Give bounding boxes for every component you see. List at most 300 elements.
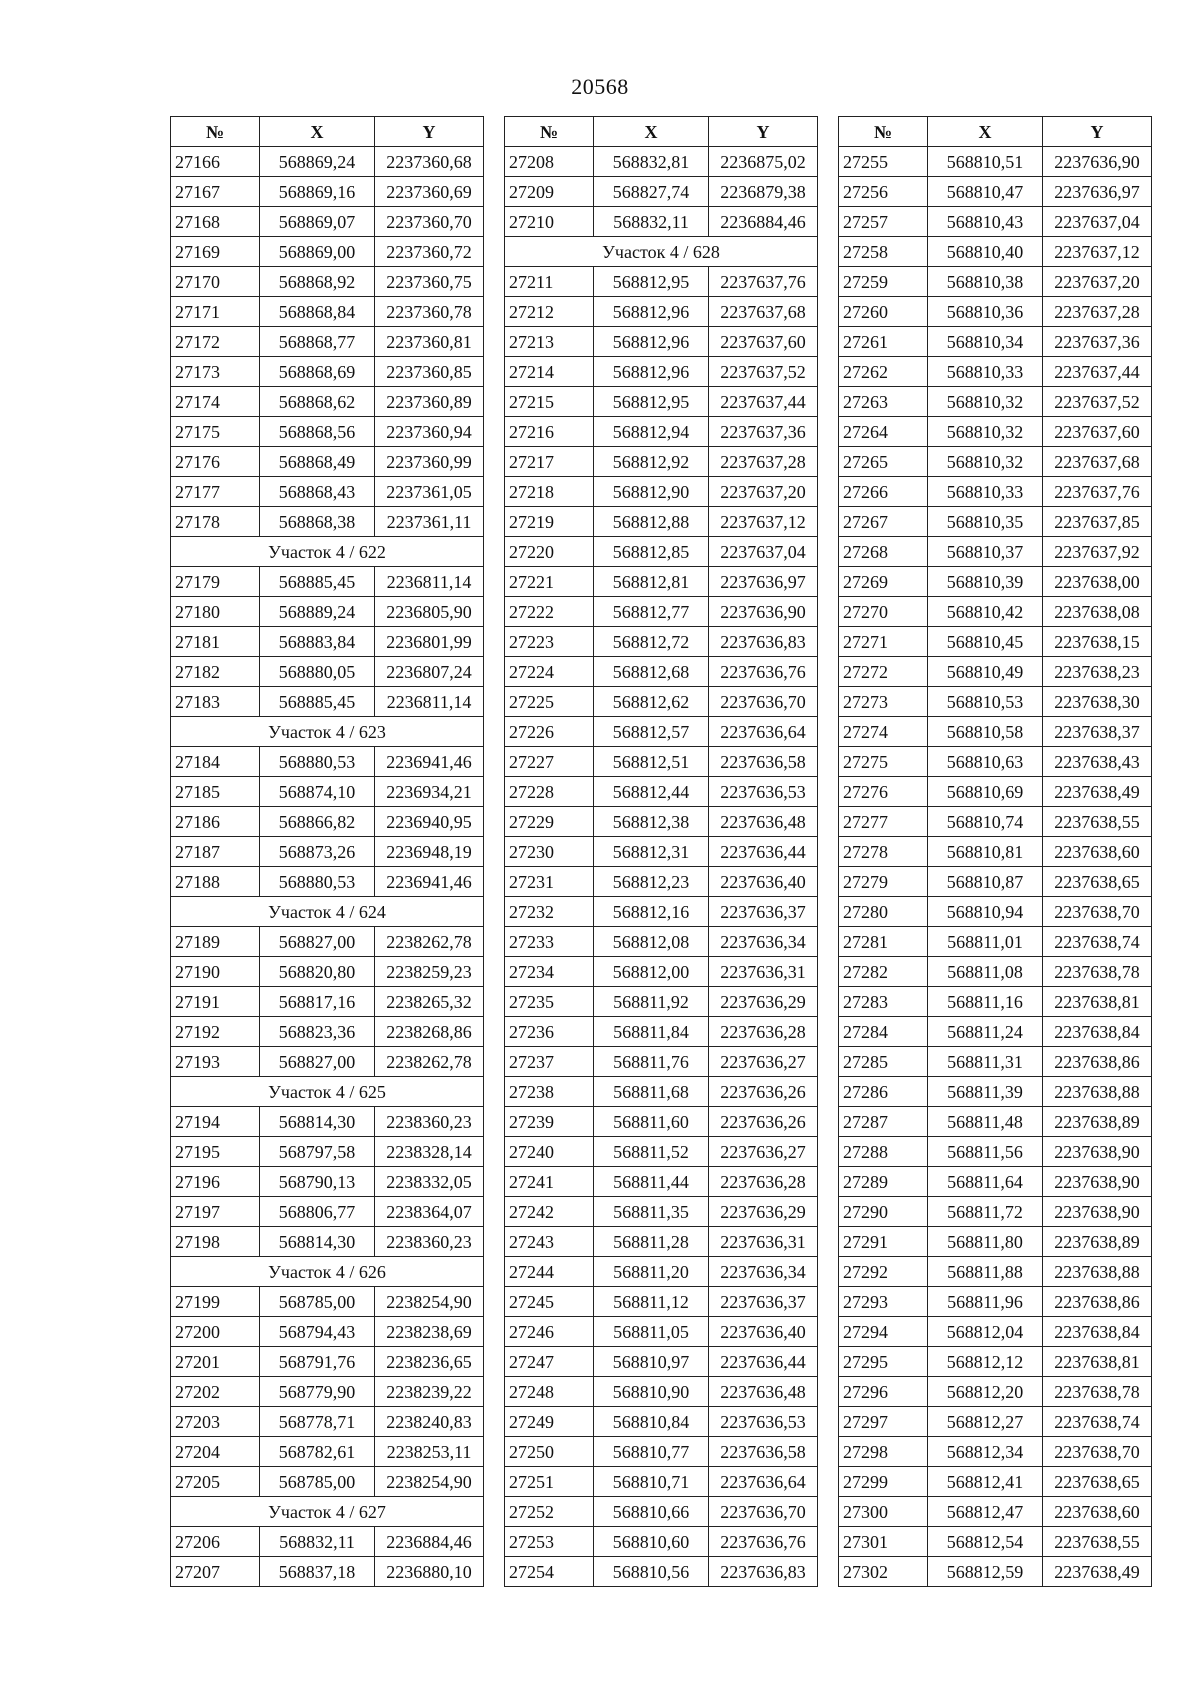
point-number-cell: 27277 [839, 807, 928, 837]
table-row [839, 1557, 1152, 1587]
x-coordinate-cell: 568797,58 [260, 1137, 375, 1167]
table-row [505, 897, 818, 927]
section-row [171, 717, 484, 747]
y-coordinate-cell: 2237638,90 [1043, 1167, 1152, 1197]
section-title: Участок 4 / 623 [171, 717, 484, 747]
point-number-cell: 27254 [505, 1557, 594, 1587]
y-coordinate-cell: 2237636,64 [709, 1467, 818, 1497]
x-coordinate-cell: 568811,28 [594, 1227, 709, 1257]
point-number-cell: 27173 [171, 357, 260, 387]
table-row [505, 1527, 818, 1557]
point-number-cell: 27180 [171, 597, 260, 627]
x-coordinate-cell: 568810,38 [928, 267, 1043, 297]
point-number-cell: 27262 [839, 357, 928, 387]
point-number-cell: 27188 [171, 867, 260, 897]
table-row [839, 687, 1152, 717]
y-coordinate-cell: 2237360,68 [375, 147, 484, 177]
page-number: 20568 [571, 74, 629, 99]
y-coordinate-cell: 2236811,14 [375, 567, 484, 597]
point-number-cell: 27294 [839, 1317, 928, 1347]
table-row [505, 837, 818, 867]
y-coordinate-cell: 2237636,90 [709, 597, 818, 627]
x-coordinate-cell: 568868,92 [260, 267, 375, 297]
point-number-cell: 27299 [839, 1467, 928, 1497]
point-number-cell: 27236 [505, 1017, 594, 1047]
point-number-cell: 27244 [505, 1257, 594, 1287]
y-coordinate-cell: 2237638,74 [1043, 927, 1152, 957]
table-row [839, 897, 1152, 927]
x-coordinate-cell: 568812,68 [594, 657, 709, 687]
table-row [505, 717, 818, 747]
x-coordinate-cell: 568812,85 [594, 537, 709, 567]
x-coordinate-cell: 568812,00 [594, 957, 709, 987]
x-coordinate-cell: 568811,72 [928, 1197, 1043, 1227]
table-row [505, 687, 818, 717]
point-number-cell: 27265 [839, 447, 928, 477]
point-number-cell: 27203 [171, 1407, 260, 1437]
table-row [839, 1077, 1152, 1107]
point-number-cell: 27205 [171, 1467, 260, 1497]
table-row [505, 597, 818, 627]
table-row [505, 267, 818, 297]
y-coordinate-cell: 2238328,14 [375, 1137, 484, 1167]
section-title: Участок 4 / 625 [171, 1077, 484, 1107]
table-row [505, 207, 818, 237]
section-title: Участок 4 / 622 [171, 537, 484, 567]
table-header-row [171, 117, 484, 147]
point-number-cell: 27302 [839, 1557, 928, 1587]
point-number-cell: 27281 [839, 927, 928, 957]
point-number-cell: 27249 [505, 1407, 594, 1437]
x-coordinate-cell: 568812,88 [594, 507, 709, 537]
table-row [171, 927, 484, 957]
point-number-cell: 27229 [505, 807, 594, 837]
x-coordinate-cell: 568873,26 [260, 837, 375, 867]
y-coordinate-cell: 2237638,81 [1043, 987, 1152, 1017]
y-coordinate-cell: 2236948,19 [375, 837, 484, 867]
x-coordinate-cell: 568810,97 [594, 1347, 709, 1377]
point-number-cell: 27185 [171, 777, 260, 807]
coordinate-table-3 [838, 116, 1152, 1587]
x-coordinate-cell: 568811,60 [594, 1107, 709, 1137]
table-row [505, 447, 818, 477]
y-coordinate-cell: 2237636,34 [709, 1257, 818, 1287]
y-coordinate-cell: 2237637,52 [709, 357, 818, 387]
point-number-cell: 27213 [505, 327, 594, 357]
x-coordinate-cell: 568814,30 [260, 1107, 375, 1137]
coordinate-table-1 [170, 116, 484, 1587]
point-number-cell: 27251 [505, 1467, 594, 1497]
y-coordinate-cell: 2238253,11 [375, 1437, 484, 1467]
y-header: Y [375, 117, 484, 147]
x-coordinate-cell: 568811,80 [928, 1227, 1043, 1257]
point-number-cell: 27217 [505, 447, 594, 477]
x-coordinate-cell: 568785,00 [260, 1287, 375, 1317]
y-coordinate-cell: 2237638,89 [1043, 1107, 1152, 1137]
table-row [505, 1407, 818, 1437]
table-row [505, 1107, 818, 1137]
point-number-cell: 27248 [505, 1377, 594, 1407]
point-number-cell: 27290 [839, 1197, 928, 1227]
x-coordinate-cell: 568812,51 [594, 747, 709, 777]
table-row [839, 597, 1152, 627]
y-coordinate-cell: 2238364,07 [375, 1197, 484, 1227]
point-number-cell: 27269 [839, 567, 928, 597]
x-coordinate-cell: 568810,33 [928, 477, 1043, 507]
x-coordinate-cell: 568812,95 [594, 387, 709, 417]
table-row [171, 1467, 484, 1497]
table-row [171, 297, 484, 327]
y-header: Y [1043, 117, 1152, 147]
section-title: Участок 4 / 624 [171, 897, 484, 927]
y-coordinate-cell: 2237636,83 [709, 1557, 818, 1587]
y-coordinate-cell: 2237637,12 [709, 507, 818, 537]
point-number-cell: 27260 [839, 297, 928, 327]
x-coordinate-cell: 568810,35 [928, 507, 1043, 537]
y-coordinate-cell: 2237636,31 [709, 957, 818, 987]
y-coordinate-cell: 2237637,36 [1043, 327, 1152, 357]
y-coordinate-cell: 2238259,23 [375, 957, 484, 987]
table-row [839, 387, 1152, 417]
table-row [171, 387, 484, 417]
table-row [171, 177, 484, 207]
x-coordinate-cell: 568779,90 [260, 1377, 375, 1407]
y-coordinate-cell: 2237638,86 [1043, 1287, 1152, 1317]
y-coordinate-cell: 2237638,65 [1043, 1467, 1152, 1497]
x-coordinate-cell: 568868,38 [260, 507, 375, 537]
y-coordinate-cell: 2237637,44 [709, 387, 818, 417]
x-coordinate-cell: 568812,81 [594, 567, 709, 597]
point-number-cell: 27186 [171, 807, 260, 837]
y-coordinate-cell: 2238268,86 [375, 1017, 484, 1047]
point-number-cell: 27176 [171, 447, 260, 477]
x-coordinate-cell: 568812,96 [594, 297, 709, 327]
point-number-cell: 27253 [505, 1527, 594, 1557]
y-coordinate-cell: 2238262,78 [375, 927, 484, 957]
table-row [839, 1407, 1152, 1437]
y-coordinate-cell: 2237636,40 [709, 867, 818, 897]
table-row [839, 1377, 1152, 1407]
point-number-cell: 27238 [505, 1077, 594, 1107]
point-number-cell: 27214 [505, 357, 594, 387]
point-number-cell: 27267 [839, 507, 928, 537]
table-header-row [505, 117, 818, 147]
point-number-cell: 27272 [839, 657, 928, 687]
table-row [171, 1107, 484, 1137]
table-row [839, 627, 1152, 657]
x-coordinate-cell: 568810,42 [928, 597, 1043, 627]
x-coordinate-cell: 568812,95 [594, 267, 709, 297]
table-row [839, 477, 1152, 507]
table-row [839, 1137, 1152, 1167]
x-coordinate-cell: 568814,30 [260, 1227, 375, 1257]
y-coordinate-cell: 2237360,81 [375, 327, 484, 357]
point-number-cell: 27296 [839, 1377, 928, 1407]
table-row [505, 657, 818, 687]
y-coordinate-cell: 2237637,68 [709, 297, 818, 327]
point-number-cell: 27264 [839, 417, 928, 447]
table-row [171, 747, 484, 777]
x-coordinate-cell: 568832,11 [594, 207, 709, 237]
point-number-cell: 27280 [839, 897, 928, 927]
table-row [839, 327, 1152, 357]
point-number-cell: 27225 [505, 687, 594, 717]
y-coordinate-cell: 2236884,46 [709, 207, 818, 237]
table-row [171, 867, 484, 897]
x-coordinate-cell: 568810,34 [928, 327, 1043, 357]
table-row [505, 627, 818, 657]
y-coordinate-cell: 2237360,70 [375, 207, 484, 237]
x-coordinate-cell: 568811,12 [594, 1287, 709, 1317]
y-coordinate-cell: 2238332,05 [375, 1167, 484, 1197]
x-coordinate-cell: 568806,77 [260, 1197, 375, 1227]
y-coordinate-cell: 2237638,84 [1043, 1017, 1152, 1047]
y-coordinate-cell: 2237636,53 [709, 1407, 818, 1437]
y-coordinate-cell: 2237637,20 [709, 477, 818, 507]
table-row [505, 1557, 818, 1587]
x-coordinate-cell: 568874,10 [260, 777, 375, 807]
point-number-cell: 27202 [171, 1377, 260, 1407]
point-number-cell: 27195 [171, 1137, 260, 1167]
x-coordinate-cell: 568880,53 [260, 747, 375, 777]
section-title: Участок 4 / 627 [171, 1497, 484, 1527]
table-row [505, 1257, 818, 1287]
x-coordinate-cell: 568869,07 [260, 207, 375, 237]
point-number-cell: 27250 [505, 1437, 594, 1467]
y-coordinate-cell: 2237636,70 [709, 687, 818, 717]
point-number-cell: 27181 [171, 627, 260, 657]
point-number-cell: 27258 [839, 237, 928, 267]
point-number-cell: 27191 [171, 987, 260, 1017]
point-number-cell: 27273 [839, 687, 928, 717]
point-number-cell: 27234 [505, 957, 594, 987]
point-number-cell: 27239 [505, 1107, 594, 1137]
y-coordinate-cell: 2237360,72 [375, 237, 484, 267]
y-coordinate-cell: 2236934,21 [375, 777, 484, 807]
table-row [505, 927, 818, 957]
x-coordinate-cell: 568812,04 [928, 1317, 1043, 1347]
x-coordinate-cell: 568811,24 [928, 1017, 1043, 1047]
x-coordinate-cell: 568869,24 [260, 147, 375, 177]
y-coordinate-cell: 2237638,08 [1043, 597, 1152, 627]
x-coordinate-cell: 568868,49 [260, 447, 375, 477]
table-row [839, 777, 1152, 807]
y-coordinate-cell: 2238236,65 [375, 1347, 484, 1377]
x-coordinate-cell: 568810,45 [928, 627, 1043, 657]
x-coordinate-cell: 568791,76 [260, 1347, 375, 1377]
x-coordinate-cell: 568812,44 [594, 777, 709, 807]
y-coordinate-cell: 2237636,44 [709, 1347, 818, 1377]
y-coordinate-cell: 2237636,53 [709, 777, 818, 807]
x-coordinate-cell: 568785,00 [260, 1467, 375, 1497]
table-row [171, 267, 484, 297]
table-row [505, 987, 818, 1017]
table-row [171, 567, 484, 597]
table-row [171, 1167, 484, 1197]
section-row [171, 1077, 484, 1107]
y-coordinate-cell: 2237636,97 [709, 567, 818, 597]
table-row [839, 1047, 1152, 1077]
y-coordinate-cell: 2238238,69 [375, 1317, 484, 1347]
point-number-cell: 27228 [505, 777, 594, 807]
x-coordinate-cell: 568811,44 [594, 1167, 709, 1197]
x-coordinate-cell: 568810,66 [594, 1497, 709, 1527]
y-coordinate-cell: 2237637,04 [1043, 207, 1152, 237]
table-row [839, 1167, 1152, 1197]
y-coordinate-cell: 2237360,89 [375, 387, 484, 417]
point-number-cell: 27209 [505, 177, 594, 207]
x-coordinate-cell: 568883,84 [260, 627, 375, 657]
point-number-cell: 27199 [171, 1287, 260, 1317]
point-number-cell: 27197 [171, 1197, 260, 1227]
y-coordinate-cell: 2237636,70 [709, 1497, 818, 1527]
y-coordinate-cell: 2238360,23 [375, 1227, 484, 1257]
x-header: X [594, 117, 709, 147]
y-coordinate-cell: 2237637,28 [1043, 297, 1152, 327]
x-coordinate-cell: 568812,12 [928, 1347, 1043, 1377]
point-number-cell: 27215 [505, 387, 594, 417]
x-coordinate-cell: 568810,51 [928, 147, 1043, 177]
x-coordinate-cell: 568812,92 [594, 447, 709, 477]
y-coordinate-cell: 2237638,70 [1043, 1437, 1152, 1467]
point-number-cell: 27224 [505, 657, 594, 687]
point-number-cell: 27231 [505, 867, 594, 897]
x-coordinate-cell: 568810,69 [928, 777, 1043, 807]
table-row [171, 957, 484, 987]
number-header: № [171, 117, 260, 147]
table-row [171, 1407, 484, 1437]
table-row [505, 297, 818, 327]
table-row [171, 807, 484, 837]
section-row [505, 237, 818, 267]
point-number-cell: 27172 [171, 327, 260, 357]
table-row [839, 1347, 1152, 1377]
y-coordinate-cell: 2237636,29 [709, 1197, 818, 1227]
point-number-cell: 27166 [171, 147, 260, 177]
point-number-cell: 27255 [839, 147, 928, 177]
point-number-cell: 27274 [839, 717, 928, 747]
point-number-cell: 27211 [505, 267, 594, 297]
point-number-cell: 27223 [505, 627, 594, 657]
point-number-cell: 27175 [171, 417, 260, 447]
y-coordinate-cell: 2237636,64 [709, 717, 818, 747]
y-coordinate-cell: 2238262,78 [375, 1047, 484, 1077]
x-coordinate-cell: 568810,37 [928, 537, 1043, 567]
x-coordinate-cell: 568790,13 [260, 1167, 375, 1197]
x-coordinate-cell: 568810,94 [928, 897, 1043, 927]
x-coordinate-cell: 568812,94 [594, 417, 709, 447]
point-number-cell: 27169 [171, 237, 260, 267]
y-coordinate-cell: 2237636,48 [709, 1377, 818, 1407]
x-coordinate-cell: 568812,27 [928, 1407, 1043, 1437]
x-coordinate-cell: 568868,56 [260, 417, 375, 447]
table-row [839, 747, 1152, 777]
point-number-cell: 27198 [171, 1227, 260, 1257]
x-coordinate-cell: 568812,96 [594, 357, 709, 387]
table-row [505, 177, 818, 207]
point-number-cell: 27279 [839, 867, 928, 897]
x-coordinate-cell: 568827,74 [594, 177, 709, 207]
y-coordinate-cell: 2237637,12 [1043, 237, 1152, 267]
x-coordinate-cell: 568817,16 [260, 987, 375, 1017]
y-coordinate-cell: 2237638,00 [1043, 567, 1152, 597]
x-coordinate-cell: 568837,18 [260, 1557, 375, 1587]
table-row [839, 207, 1152, 237]
y-coordinate-cell: 2237638,78 [1043, 1377, 1152, 1407]
table-row [839, 1257, 1152, 1287]
point-number-cell: 27293 [839, 1287, 928, 1317]
table-row [505, 747, 818, 777]
x-coordinate-cell: 568811,76 [594, 1047, 709, 1077]
table-row [505, 1047, 818, 1077]
x-coordinate-cell: 568810,77 [594, 1437, 709, 1467]
table-row [171, 1377, 484, 1407]
x-coordinate-cell: 568812,23 [594, 867, 709, 897]
y-header: Y [709, 117, 818, 147]
x-coordinate-cell: 568827,00 [260, 927, 375, 957]
x-coordinate-cell: 568832,81 [594, 147, 709, 177]
table-row [171, 1227, 484, 1257]
point-number-cell: 27261 [839, 327, 928, 357]
x-coordinate-cell: 568811,64 [928, 1167, 1043, 1197]
section-row [171, 1257, 484, 1287]
y-coordinate-cell: 2237636,28 [709, 1017, 818, 1047]
y-coordinate-cell: 2236811,14 [375, 687, 484, 717]
table-row [505, 477, 818, 507]
y-coordinate-cell: 2237636,83 [709, 627, 818, 657]
x-coordinate-cell: 568823,36 [260, 1017, 375, 1047]
y-coordinate-cell: 2238360,23 [375, 1107, 484, 1137]
x-coordinate-cell: 568782,61 [260, 1437, 375, 1467]
y-coordinate-cell: 2237638,88 [1043, 1257, 1152, 1287]
x-coordinate-cell: 568880,05 [260, 657, 375, 687]
y-coordinate-cell: 2236879,38 [709, 177, 818, 207]
point-number-cell: 27289 [839, 1167, 928, 1197]
point-number-cell: 27278 [839, 837, 928, 867]
point-number-cell: 27286 [839, 1077, 928, 1107]
y-coordinate-cell: 2237636,58 [709, 1437, 818, 1467]
point-number-cell: 27168 [171, 207, 260, 237]
table-row [171, 627, 484, 657]
x-coordinate-cell: 568810,39 [928, 567, 1043, 597]
table-row [505, 567, 818, 597]
x-header: X [928, 117, 1043, 147]
x-coordinate-cell: 568812,62 [594, 687, 709, 717]
point-number-cell: 27292 [839, 1257, 928, 1287]
y-coordinate-cell: 2237638,86 [1043, 1047, 1152, 1077]
table-row [839, 1467, 1152, 1497]
x-coordinate-cell: 568810,90 [594, 1377, 709, 1407]
point-number-cell: 27233 [505, 927, 594, 957]
point-number-cell: 27189 [171, 927, 260, 957]
y-coordinate-cell: 2237636,58 [709, 747, 818, 777]
point-number-cell: 27300 [839, 1497, 928, 1527]
table-row [839, 927, 1152, 957]
table-row [839, 1437, 1152, 1467]
x-coordinate-cell: 568880,53 [260, 867, 375, 897]
x-coordinate-cell: 568811,96 [928, 1287, 1043, 1317]
table-row [171, 837, 484, 867]
y-coordinate-cell: 2237637,92 [1043, 537, 1152, 567]
table-row [171, 477, 484, 507]
table-row [839, 1287, 1152, 1317]
y-coordinate-cell: 2237638,55 [1043, 807, 1152, 837]
point-number-cell: 27271 [839, 627, 928, 657]
point-number-cell: 27182 [171, 657, 260, 687]
table-row [171, 447, 484, 477]
point-number-cell: 27287 [839, 1107, 928, 1137]
x-coordinate-cell: 568810,58 [928, 717, 1043, 747]
